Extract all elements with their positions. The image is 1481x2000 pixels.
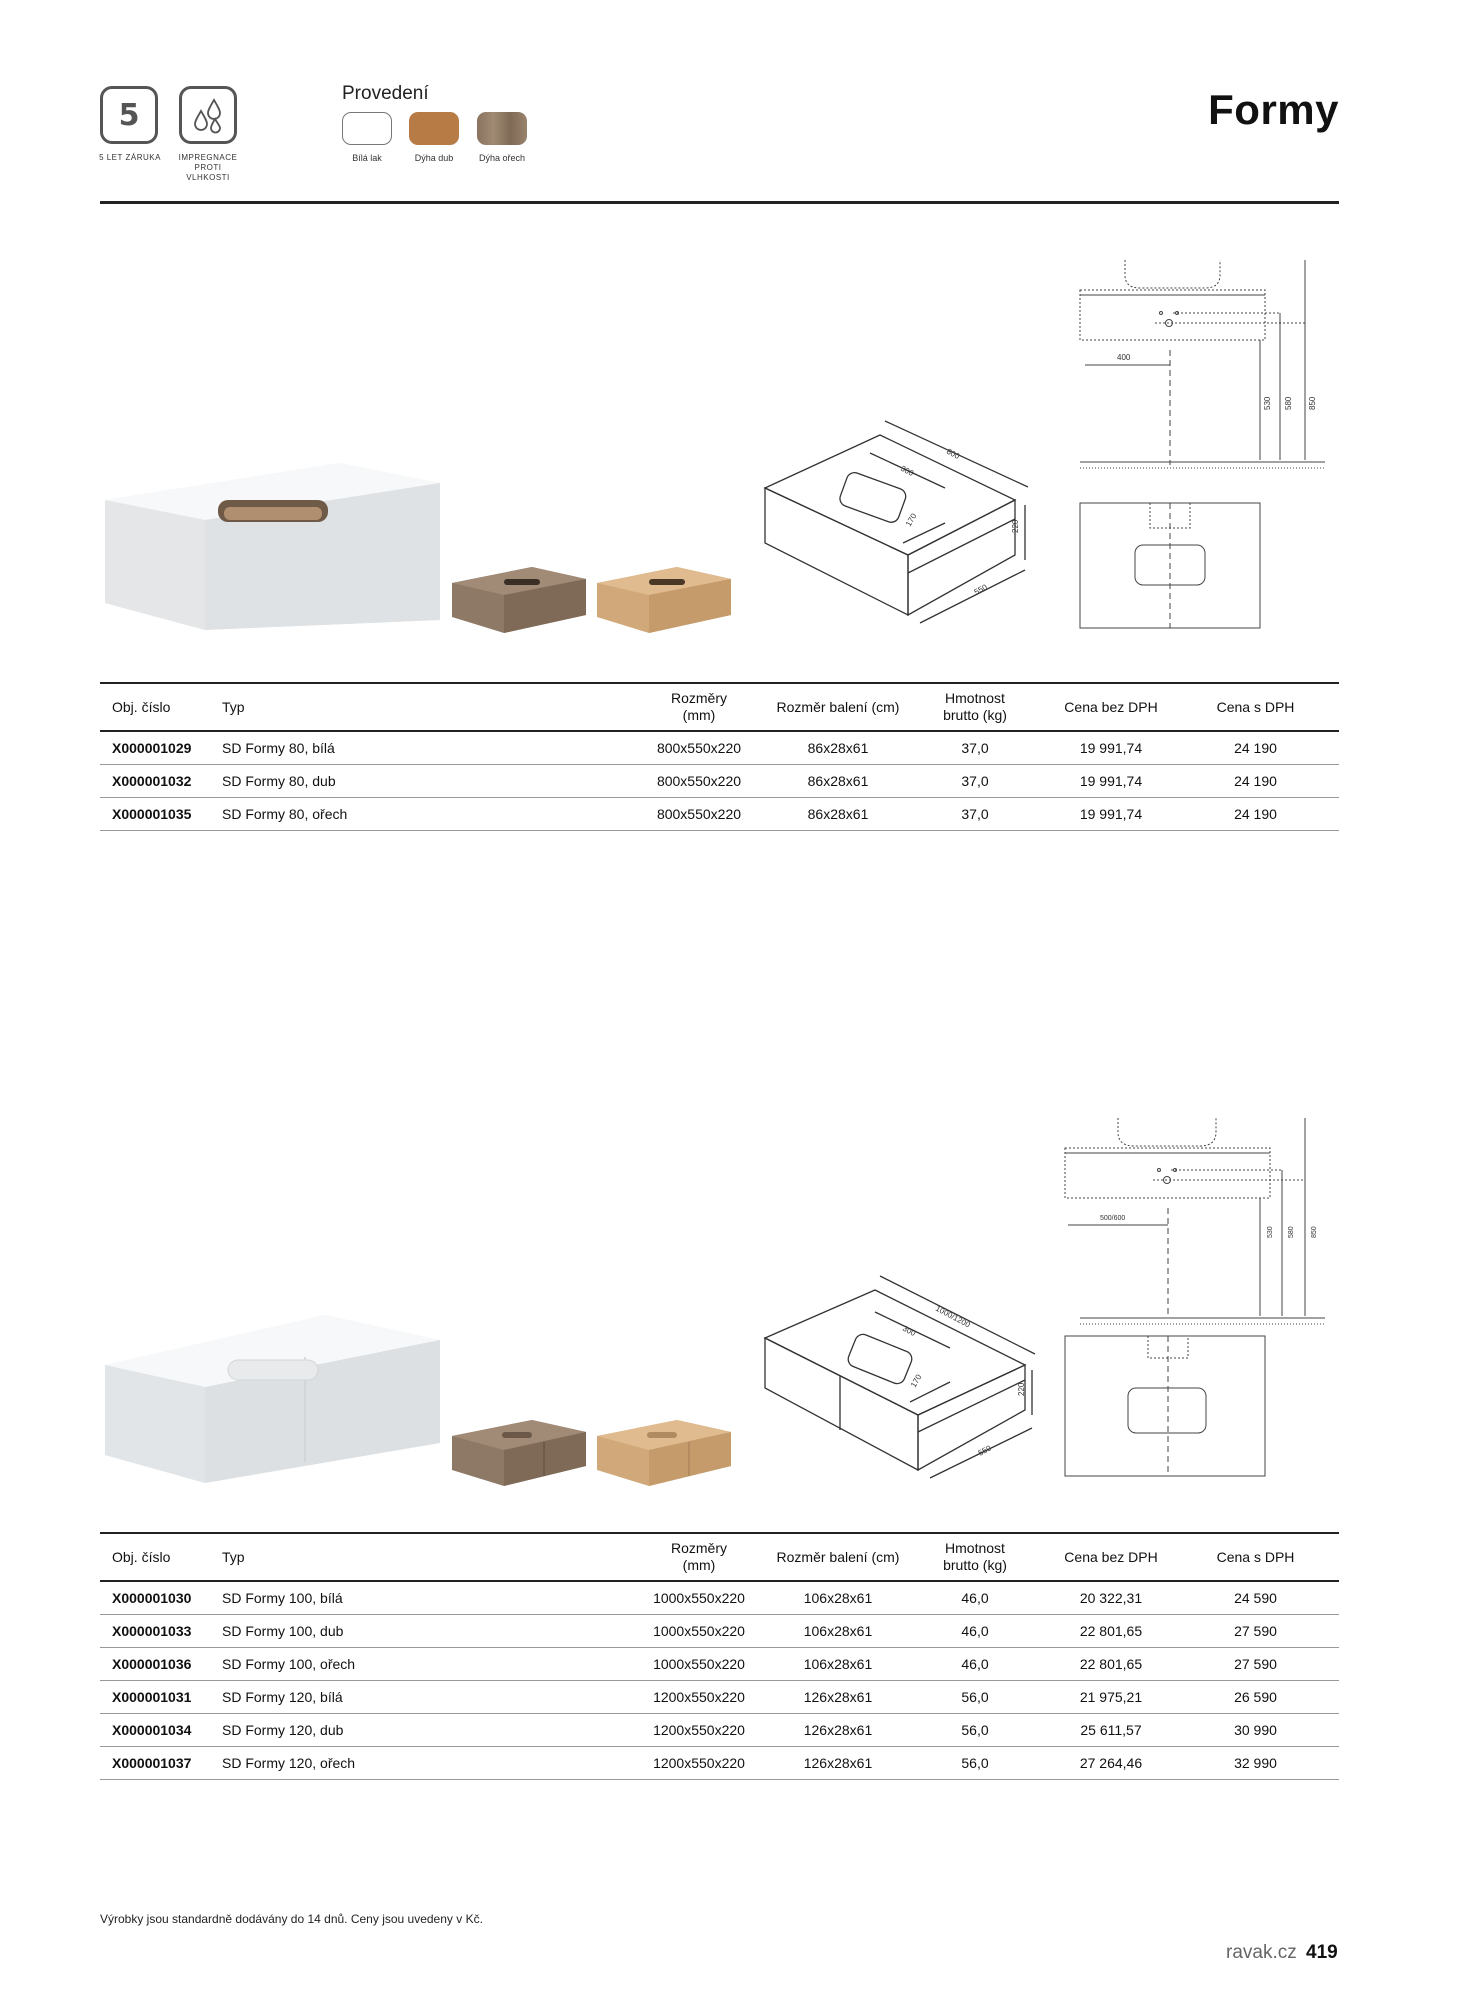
dim-h1-label: 530: [1267, 1226, 1274, 1238]
product-photo-formy-100-walnut: [597, 1418, 731, 1488]
dim-width-label: 1000/1200: [934, 1303, 972, 1330]
header-rule: [100, 201, 1339, 204]
swatch-oak: [409, 112, 459, 145]
dim-width-label: 800: [945, 446, 962, 462]
spec-table-formy-100-120: [100, 1532, 1339, 1780]
swatch-walnut-caption: Dýha ořech: [478, 153, 526, 163]
warranty-badge: [100, 86, 158, 144]
table-row: X000001035 SD Formy 80, ořech 800x550x220 86x28x61 37,0 19 991,74 24 190: [100, 798, 1339, 831]
table-row: X000001031 SD Formy 120, bílá 1200x550x220 126x28x61 56,0 21 975,21 26 590: [100, 1681, 1339, 1714]
dim-h3-label: 850: [1308, 396, 1317, 410]
table-row: X000001037 SD Formy 120, ořech 1200x550x220 126x28x61 56,0 27 264,46 32 990: [100, 1747, 1339, 1780]
website-link[interactable]: ravak.cz: [1226, 1942, 1297, 1963]
dim-h2-label: 580: [1288, 1226, 1295, 1238]
swatch-walnut: [477, 112, 527, 145]
dim-height-label: 220: [1017, 1382, 1026, 1396]
dim-depth-label: 550: [976, 1443, 993, 1458]
swatch-white-caption: Bílá lak: [352, 153, 382, 163]
dim-inner-width-label: 300: [901, 1323, 918, 1339]
warranty-caption: 5 LET ZÁRUKA: [99, 153, 161, 162]
product-photo-formy-80-oak: [452, 565, 586, 635]
footnote: Výrobky jsou standardně dodávány do 14 dnů. Ceny jsou uvedeny v Kč.: [100, 1912, 483, 1926]
dim-inner-depth-label: 170: [908, 1372, 924, 1389]
table-row: X000001036 SD Formy 100, ořech 1000x550x220 106x28x61 46,0 22 801,65 27 590: [100, 1648, 1339, 1681]
table-row: X000001029 SD Formy 80, bílá 800x550x220 86x28x61 37,0 19 991,74 24 190: [100, 731, 1339, 765]
page-number: 419: [1306, 1942, 1338, 1963]
water-drops-icon: [188, 95, 228, 135]
swatch-oak-caption: Dýha dub: [414, 153, 454, 163]
dim-h1-label: 530: [1263, 396, 1272, 410]
spec-table-formy-80: [100, 682, 1339, 831]
product-photo-formy-100-oak: [452, 1418, 586, 1488]
table-header-row: Obj. číslo Typ Rozměry (mm) Rozměr balení (cm) Hmotnost brutto (kg) Cena bez DPH Cena s DPH: [100, 1533, 1339, 1581]
dim-offset-label: 500/600: [1100, 1215, 1126, 1222]
table-row: X000001030 SD Formy 100, bílá 1000x550x220 106x28x61 46,0 20 322,31 24 590: [100, 1581, 1339, 1615]
isometric-drawing-formy-80: [760, 415, 1040, 630]
table-row: X000001034 SD Formy 120, dub 1200x550x220 126x28x61 56,0 25 611,57 30 990: [100, 1714, 1339, 1747]
product-photo-formy-100-white: [100, 1305, 440, 1485]
dim-inner-width-label: 300: [899, 463, 916, 479]
table-row: X000001033 SD Formy 100, dub 1000x550x220 106x28x61 46,0 22 801,65 27 590: [100, 1615, 1339, 1648]
moisture-badge: [179, 86, 237, 144]
dim-inner-depth-label: 170: [903, 511, 919, 528]
dim-offset-label: 400: [1117, 353, 1131, 362]
product-photo-formy-80-walnut: [597, 565, 731, 635]
product-photo-formy-80-white: [100, 455, 440, 635]
dim-height-label: 220: [1011, 519, 1020, 533]
table-row: X000001032 SD Formy 80, dub 800x550x220 86x28x61 37,0 19 991,74 24 190: [100, 765, 1339, 798]
warranty-number: 5: [118, 97, 140, 133]
technical-drawing-formy-100: [1060, 1108, 1335, 1488]
dim-depth-label: 550: [972, 582, 989, 597]
isometric-drawing-formy-100: [760, 1270, 1040, 1485]
finishes-label: Provedení: [342, 83, 429, 104]
moisture-caption: IMPREGNACE PROTI VLHKOSTI: [178, 153, 238, 182]
table-header-row: Obj. číslo Typ Rozměry (mm) Rozměr balení (cm) Hmotnost brutto (kg) Cena bez DPH Cena s DPH: [100, 683, 1339, 731]
dim-h3-label: 850: [1311, 1226, 1318, 1238]
swatch-white: [342, 112, 392, 145]
page-title: Formy: [1208, 86, 1339, 133]
technical-drawing-formy-80: [1075, 250, 1335, 630]
dim-h2-label: 580: [1284, 396, 1293, 410]
